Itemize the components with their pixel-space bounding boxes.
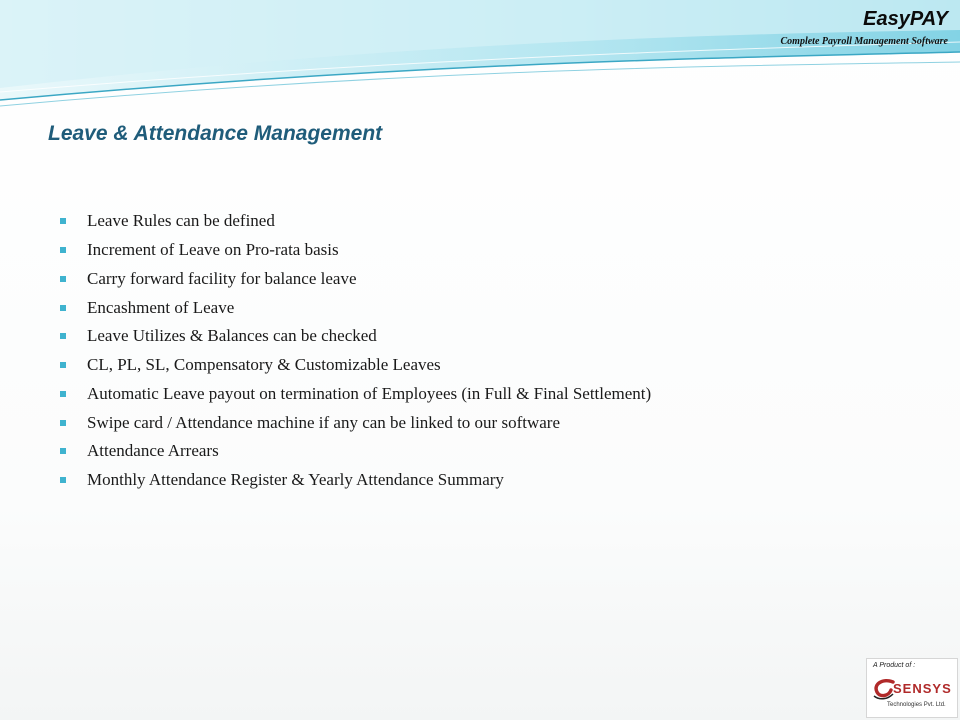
list-item <box>60 380 651 409</box>
list-item-text: Leave Rules can be defined <box>87 211 275 231</box>
feature-list <box>60 207 651 495</box>
square-bullet-icon <box>60 477 66 483</box>
list-item <box>60 351 651 380</box>
list-item-text: Increment of Leave on Pro-rata basis <box>87 240 339 260</box>
list-item <box>60 437 651 466</box>
list-item-text: CL, PL, SL, Compensatory & Customizable Leaves <box>87 355 441 375</box>
square-bullet-icon <box>60 247 66 253</box>
company-logo <box>866 658 958 718</box>
square-bullet-icon <box>60 305 66 311</box>
square-bullet-icon <box>60 420 66 426</box>
list-item <box>60 322 651 351</box>
list-item-text: Monthly Attendance Register & Yearly Attendance Summary <box>87 470 504 490</box>
page-title: Leave & Attendance Management <box>48 122 383 145</box>
list-item <box>60 293 651 322</box>
list-item <box>60 207 651 236</box>
list-item-text: Attendance Arrears <box>87 441 219 461</box>
list-item-text: Automatic Leave payout on termination of Employees (in Full & Final Settlement) <box>87 383 652 403</box>
list-item <box>60 236 651 265</box>
logo-company-name: SENSYS <box>893 681 952 696</box>
brand-tagline: Complete Payroll Management Software <box>780 36 948 47</box>
list-item <box>60 466 651 495</box>
logo-company-sub: Technologies Pvt. Ltd. <box>887 702 946 708</box>
list-item <box>60 265 651 294</box>
square-bullet-icon <box>60 391 66 397</box>
square-bullet-icon <box>60 276 66 282</box>
list-item-text: Leave Utilizes & Balances can be checked <box>87 326 377 346</box>
list-item-text: Swipe card / Attendance machine if any can be linked to our software <box>87 412 560 432</box>
list-item-text: Carry forward facility for balance leave <box>87 268 357 288</box>
logo-product-of: A Product of : <box>873 662 916 669</box>
brand-name: EasyPAY <box>863 8 948 30</box>
brand-block <box>781 8 949 47</box>
square-bullet-icon <box>60 362 66 368</box>
square-bullet-icon <box>60 448 66 454</box>
square-bullet-icon <box>60 333 66 339</box>
list-item <box>60 408 651 437</box>
list-item-text: Encashment of Leave <box>87 297 235 317</box>
square-bullet-icon <box>60 218 66 224</box>
